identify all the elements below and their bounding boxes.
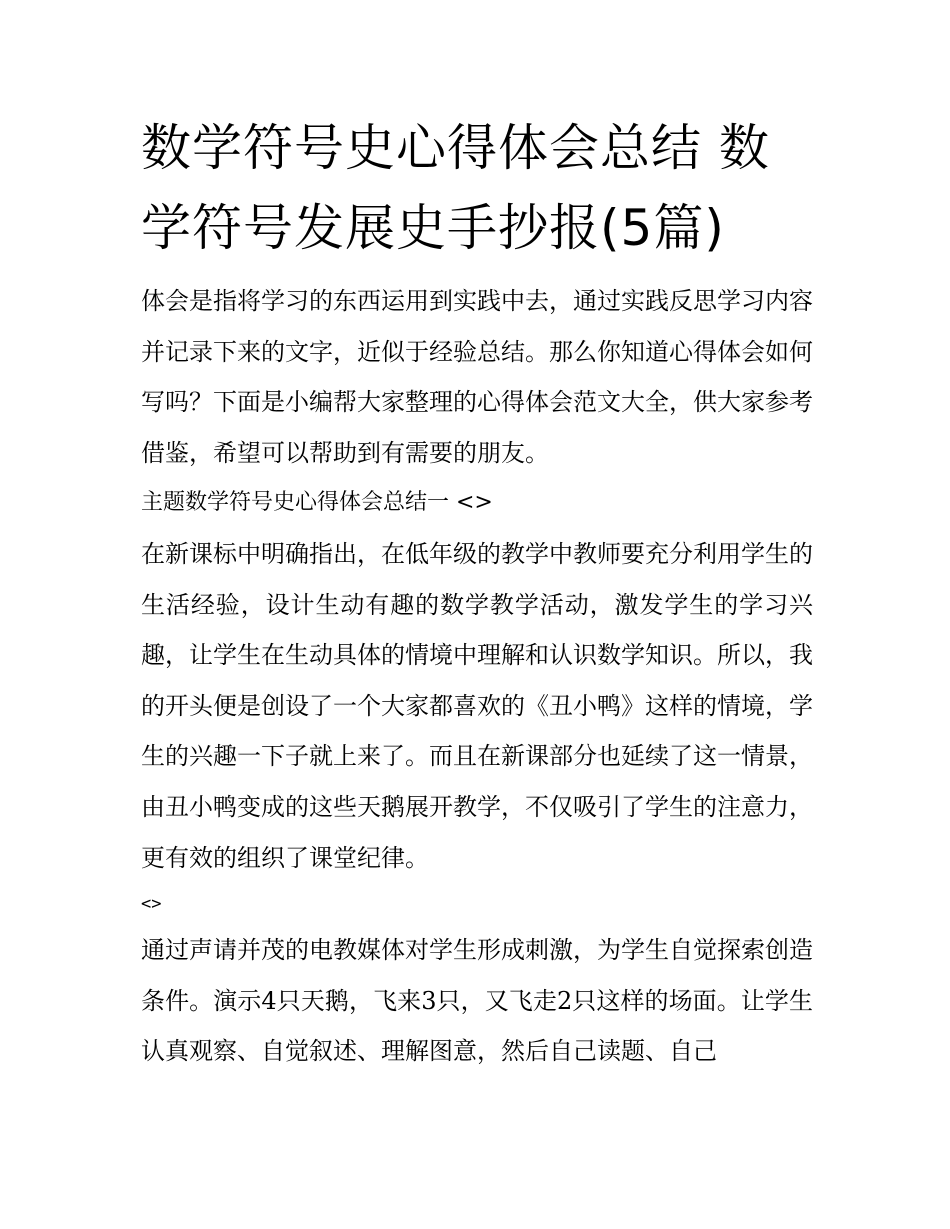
document-content xyxy=(141,108,813,1077)
body-paragraph: 在新课标中明确指出，在低年级的教学中教师要充分利用学生的生活经验，设计生动有趣的数学教学活动，激发学生的学习兴趣，让学生在生动具体的情境中理解和认识数学知识。所以，我的开头便是创设了一个大家都喜欢的《丑小鸭》这样的情境，学生的兴趣一下子就上来了。而且在新课部分也延续了这一情景，由丑小鸭变成的这些天鹅展开教学，不仅吸引了学生的注意力，更有效的组织了课堂纪律。 xyxy=(141,539,813,872)
intro-paragraph: 体会是指将学习的东西运用到实践中去，通过实践反思学习内容并记录下来的文字，近似于经验总结。那么你知道心得体会如何写吗？下面是小编帮大家整理的心得体会范文大全，供大家参考借鉴，希望可以帮助到有需要的朋友。 xyxy=(141,287,813,467)
document-title: 数学符号史心得体会总结 数学符号发展史手抄报(5篇) xyxy=(141,119,770,257)
body-paragraph: 通过声请并茂的电教媒体对学生形成刺激，为学生自觉探索创造条件。演示4只天鹅，飞来3只，又飞走2只这样的场面。让学生认真观察、自觉叙述、理解图意，然后自己读题、自己 xyxy=(141,936,813,1066)
marker-line: <> xyxy=(141,894,162,915)
section-heading: 主题数学符号史心得体会总结一 <> xyxy=(141,490,493,516)
